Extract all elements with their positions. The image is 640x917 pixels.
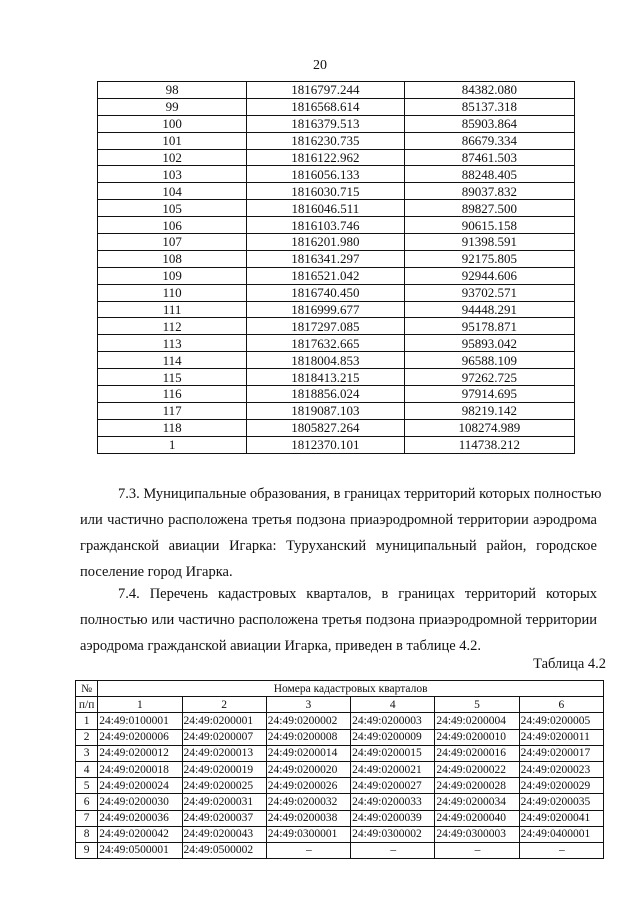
column-number-header: 4 <box>351 697 435 713</box>
table-row <box>98 250 575 267</box>
column-number-header: 6 <box>519 697 603 713</box>
x-coordinate-cell: 1816056.133 <box>247 166 404 183</box>
column-number-header: 3 <box>266 697 350 713</box>
paragraph-7-3 <box>80 481 602 585</box>
cadastral-quarter-cell: 24:49:0200034 <box>435 794 519 810</box>
table-row <box>98 183 575 200</box>
coordinates-table <box>97 81 575 454</box>
y-coordinate-cell: 114738.212 <box>404 436 574 453</box>
point-number-cell: 114 <box>98 352 247 369</box>
cadastral-quarter-cell: 24:49:0200014 <box>266 745 350 761</box>
table-row <box>98 402 575 419</box>
table-row <box>98 98 575 115</box>
cadastral-quarter-cell: 24:49:0200011 <box>519 729 603 745</box>
y-coordinate-cell: 97262.725 <box>404 369 574 386</box>
column-number-header: 5 <box>435 697 519 713</box>
x-coordinate-cell: 1816740.450 <box>247 284 404 301</box>
paragraph-line: поселение город Игарка. <box>80 564 233 580</box>
row-number-cell: 9 <box>76 842 98 858</box>
page-number: 20 <box>313 58 327 73</box>
cadastral-quarter-cell: 24:49:0200036 <box>98 810 182 826</box>
x-coordinate-cell: 1816103.746 <box>247 217 404 234</box>
table-row <box>98 115 575 132</box>
point-number-cell: 109 <box>98 267 247 284</box>
cadastral-quarter-cell: 24:49:0200018 <box>98 761 182 777</box>
table-row <box>98 132 575 149</box>
y-coordinate-cell: 86679.334 <box>404 132 574 149</box>
cadastral-quarter-cell: 24:49:0500002 <box>182 842 266 858</box>
cadastral-quarter-cell: 24:49:0300002 <box>351 826 435 842</box>
table-row <box>98 200 575 217</box>
table-row <box>98 234 575 251</box>
point-number-cell: 98 <box>98 82 247 99</box>
point-number-cell: 110 <box>98 284 247 301</box>
x-coordinate-cell: 1818004.853 <box>247 352 404 369</box>
cadastral-quarter-cell: 24:49:0200016 <box>435 745 519 761</box>
table-row <box>98 149 575 166</box>
y-coordinate-cell: 95178.871 <box>404 318 574 335</box>
cadastral-quarter-cell: 24:49:0100001 <box>98 713 182 729</box>
paragraph-line: полностью или частично расположена третья подзона приаэродромной территории <box>80 612 597 628</box>
table-row <box>98 82 575 99</box>
row-number-cell: 5 <box>76 778 98 794</box>
table-row <box>98 352 575 369</box>
cadastral-quarter-cell: 24:49:0200004 <box>435 713 519 729</box>
point-number-cell: 112 <box>98 318 247 335</box>
y-coordinate-cell: 85903.864 <box>404 115 574 132</box>
cadastral-quarter-cell: 24:49:0200001 <box>182 713 266 729</box>
cadastral-quarter-cell: 24:49:0300003 <box>435 826 519 842</box>
cadastral-quarter-cell: 24:49:0200021 <box>351 761 435 777</box>
y-coordinate-cell: 89827.500 <box>404 200 574 217</box>
table-row <box>76 778 604 794</box>
cadastral-quarter-cell: 24:49:0200041 <box>519 810 603 826</box>
cadastral-quarter-cell: 24:49:0200023 <box>519 761 603 777</box>
x-coordinate-cell: 1816797.244 <box>247 82 404 99</box>
cadastral-table-header <box>76 681 604 713</box>
point-number-cell: 111 <box>98 301 247 318</box>
y-coordinate-cell: 89037.832 <box>404 183 574 200</box>
y-coordinate-cell: 97914.695 <box>404 386 574 403</box>
table-row <box>76 729 604 745</box>
row-number-cell: 7 <box>76 810 98 826</box>
y-coordinate-cell: 96588.109 <box>404 352 574 369</box>
x-coordinate-cell: 1816341.297 <box>247 250 404 267</box>
cadastral-quarter-cell: 24:49:0200017 <box>519 745 603 761</box>
paragraph-line: гражданской авиации Игарка: Туруханский муниципальный район, городское <box>80 538 597 554</box>
point-number-cell: 108 <box>98 250 247 267</box>
cadastral-quarter-cell: 24:49:0200025 <box>182 778 266 794</box>
x-coordinate-cell: 1816201.980 <box>247 234 404 251</box>
y-coordinate-cell: 93702.571 <box>404 284 574 301</box>
x-coordinate-cell: 1816568.614 <box>247 98 404 115</box>
cadastral-quarter-cell: 24:49:0200027 <box>351 778 435 794</box>
x-coordinate-cell: 1816999.677 <box>247 301 404 318</box>
row-number-cell: 8 <box>76 826 98 842</box>
table-row <box>98 419 575 436</box>
cadastral-quarter-cell: – <box>266 842 350 858</box>
cadastral-quarter-cell: 24:49:0400001 <box>519 826 603 842</box>
row-number-cell: 2 <box>76 729 98 745</box>
y-coordinate-cell: 98219.142 <box>404 402 574 419</box>
row-number-cell: 4 <box>76 761 98 777</box>
table-row <box>98 284 575 301</box>
column-number-header: 1 <box>98 697 182 713</box>
y-coordinate-cell: 95893.042 <box>404 335 574 352</box>
x-coordinate-cell: 1818856.024 <box>247 386 404 403</box>
y-coordinate-cell: 88248.405 <box>404 166 574 183</box>
cadastral-quarter-cell: 24:49:0200024 <box>98 778 182 794</box>
point-number-cell: 102 <box>98 149 247 166</box>
x-coordinate-cell: 1817297.085 <box>247 318 404 335</box>
cadastral-quarter-cell: 24:49:0200015 <box>351 745 435 761</box>
point-number-cell: 116 <box>98 386 247 403</box>
cadastral-quarter-cell: 24:49:0200020 <box>266 761 350 777</box>
point-number-cell: 99 <box>98 98 247 115</box>
y-coordinate-cell: 91398.591 <box>404 234 574 251</box>
y-coordinate-cell: 90615.158 <box>404 217 574 234</box>
x-coordinate-cell: 1816122.962 <box>247 149 404 166</box>
table-row <box>98 166 575 183</box>
table-row <box>76 794 604 810</box>
cadastral-quarter-cell: – <box>351 842 435 858</box>
cadastral-quarter-cell: 24:49:0200030 <box>98 794 182 810</box>
y-coordinate-cell: 108274.989 <box>404 419 574 436</box>
cadastral-quarter-cell: 24:49:0200033 <box>351 794 435 810</box>
point-number-cell: 100 <box>98 115 247 132</box>
table-row <box>98 267 575 284</box>
cadastral-quarter-cell: 24:49:0200029 <box>519 778 603 794</box>
point-number-cell: 105 <box>98 200 247 217</box>
paragraph-line: 7.4. Перечень кадастровых кварталов, в границах территорий которых <box>118 586 597 602</box>
point-number-cell: 107 <box>98 234 247 251</box>
cadastral-quarter-cell: 24:49:0500001 <box>98 842 182 858</box>
row-number-cell: 3 <box>76 745 98 761</box>
point-number-cell: 118 <box>98 419 247 436</box>
x-coordinate-cell: 1819087.103 <box>247 402 404 419</box>
cadastral-quarter-cell: 24:49:0200010 <box>435 729 519 745</box>
point-number-cell: 1 <box>98 436 247 453</box>
paragraph-line: 7.3. Муниципальные образования, в границах территорий которых полностью <box>118 486 602 502</box>
x-coordinate-cell: 1816230.735 <box>247 132 404 149</box>
cadastral-quarter-cell: 24:49:0200012 <box>98 745 182 761</box>
column-number-header: 2 <box>182 697 266 713</box>
point-number-cell: 113 <box>98 335 247 352</box>
cadastral-quarter-cell: 24:49:0200022 <box>435 761 519 777</box>
table-row <box>98 369 575 386</box>
x-coordinate-cell: 1805827.264 <box>247 419 404 436</box>
table-caption: Таблица 4.2 <box>533 656 606 672</box>
cadastral-quarter-cell: 24:49:0200009 <box>351 729 435 745</box>
row-number-cell: 1 <box>76 713 98 729</box>
cadastral-quarter-cell: 24:49:0200008 <box>266 729 350 745</box>
x-coordinate-cell: 1816030.715 <box>247 183 404 200</box>
x-coordinate-cell: 1816379.513 <box>247 115 404 132</box>
table-row <box>76 826 604 842</box>
cadastral-quarter-cell: 24:49:0200019 <box>182 761 266 777</box>
y-coordinate-cell: 85137.318 <box>404 98 574 115</box>
cadastral-quarters-table <box>75 680 604 859</box>
y-coordinate-cell: 84382.080 <box>404 82 574 99</box>
cadastral-quarter-cell: – <box>435 842 519 858</box>
x-coordinate-cell: 1816521.042 <box>247 267 404 284</box>
coordinates-table-body <box>98 82 575 454</box>
cadastral-quarter-cell: 24:49:0200006 <box>98 729 182 745</box>
point-number-cell: 104 <box>98 183 247 200</box>
cadastral-quarter-cell: 24:49:0200039 <box>351 810 435 826</box>
table-row <box>76 842 604 858</box>
cadastral-quarter-cell: 24:49:0200037 <box>182 810 266 826</box>
table-row <box>76 761 604 777</box>
paragraph-line: аэродрома гражданской авиации Игарка, приведен в таблице 4.2. <box>80 638 482 654</box>
y-coordinate-cell: 92944.606 <box>404 267 574 284</box>
paragraph-7-4 <box>80 581 597 659</box>
point-number-cell: 115 <box>98 369 247 386</box>
header-number-sub: п/п <box>76 697 98 713</box>
cadastral-quarter-cell: 24:49:0200013 <box>182 745 266 761</box>
cadastral-quarter-cell: – <box>519 842 603 858</box>
point-number-cell: 101 <box>98 132 247 149</box>
cadastral-quarter-cell: 24:49:0300001 <box>266 826 350 842</box>
table-row <box>76 810 604 826</box>
table-row <box>76 713 604 729</box>
row-number-cell: 6 <box>76 794 98 810</box>
cadastral-table-body <box>76 713 604 859</box>
cadastral-quarter-cell: 24:49:0200002 <box>266 713 350 729</box>
point-number-cell: 103 <box>98 166 247 183</box>
cadastral-quarter-cell: 24:49:0200042 <box>98 826 182 842</box>
cadastral-quarter-cell: 24:49:0200005 <box>519 713 603 729</box>
cadastral-quarter-cell: 24:49:0200040 <box>435 810 519 826</box>
cadastral-quarter-cell: 24:49:0200038 <box>266 810 350 826</box>
y-coordinate-cell: 92175.805 <box>404 250 574 267</box>
paragraph-line: или частично расположена третья подзона приаэродромной территории аэродрома <box>80 512 597 528</box>
table-row <box>98 318 575 335</box>
cadastral-quarter-cell: 24:49:0200043 <box>182 826 266 842</box>
cadastral-quarter-cell: 24:49:0200031 <box>182 794 266 810</box>
cadastral-quarter-cell: 24:49:0200035 <box>519 794 603 810</box>
cadastral-quarter-cell: 24:49:0200028 <box>435 778 519 794</box>
x-coordinate-cell: 1812370.101 <box>247 436 404 453</box>
table-row <box>98 335 575 352</box>
cadastral-quarter-cell: 24:49:0200003 <box>351 713 435 729</box>
y-coordinate-cell: 87461.503 <box>404 149 574 166</box>
table-row <box>76 745 604 761</box>
table-row <box>98 386 575 403</box>
table-row <box>98 217 575 234</box>
x-coordinate-cell: 1818413.215 <box>247 369 404 386</box>
table-row <box>98 436 575 453</box>
x-coordinate-cell: 1817632.665 <box>247 335 404 352</box>
table-row <box>98 301 575 318</box>
header-group-title: Номера кадастровых кварталов <box>98 681 604 697</box>
point-number-cell: 117 <box>98 402 247 419</box>
header-number: № <box>76 681 98 697</box>
cadastral-quarter-cell: 24:49:0200007 <box>182 729 266 745</box>
point-number-cell: 106 <box>98 217 247 234</box>
y-coordinate-cell: 94448.291 <box>404 301 574 318</box>
x-coordinate-cell: 1816046.511 <box>247 200 404 217</box>
cadastral-quarter-cell: 24:49:0200026 <box>266 778 350 794</box>
cadastral-quarter-cell: 24:49:0200032 <box>266 794 350 810</box>
